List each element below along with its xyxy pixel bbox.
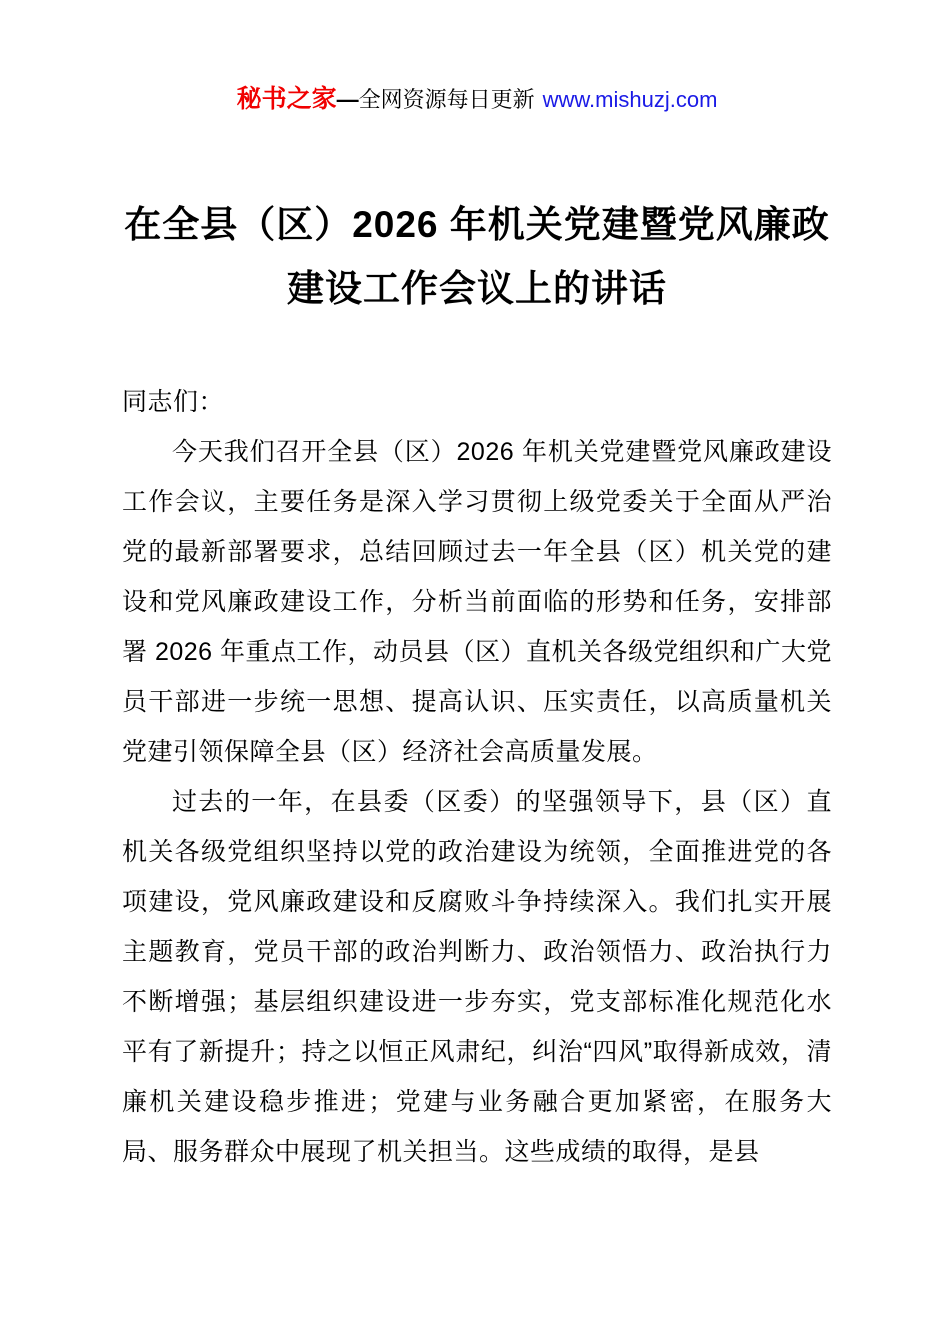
site-header [122, 82, 832, 117]
paragraph: 过去的一年，在县委（区委）的坚强领导下，县（区）直机关各级党组织坚持以党的政治建设为统领，全面推进党的各项建设，党风廉政建设和反腐败斗争持续深入。我们扎实开展主题教育，党员干部的政治判断力、政治领悟力、政治执行力不断增强；基层组织建设进一步夯实，党支部标准化规范化水平有了新提升；持之以恒正风肃纪，纠治“四风”取得新成效，清廉机关建设稳步推进；党建与业务融合更加紧密，在服务大局、服务群众中展现了机关担当。这些成绩的取得，是县 [122, 788, 832, 1166]
site-url: www.mishuzj.com [542, 87, 718, 112]
header-tagline: 全网资源每日更新 [358, 87, 535, 112]
document-body [122, 377, 832, 1177]
brand-name: 秘书之家 [236, 85, 337, 113]
document-title: 在全县（区）2026 年机关党建暨党风廉政建设工作会议上的讲话 [124, 204, 830, 309]
salutation-line: 同志们： [122, 388, 225, 416]
paragraph: 今天我们召开全县（区）2026 年机关党建暨党风廉政建设工作会议，主要任务是深入学习贯彻上级党委关于全面从严治党的最新部署要求，总结回顾过去一年全县（区）机关党的建设和党风廉政建设工作，分析当前面临的形势和任务，安排部署 2026 年重点工作，动员县（区）直机关各级党组织和广大党员干部进一步统一思想、提高认识、压实责任，以高质量机关党建引领保障全县（区）经济社会高质量发展。 [122, 438, 833, 766]
header-dash: — [336, 87, 359, 112]
